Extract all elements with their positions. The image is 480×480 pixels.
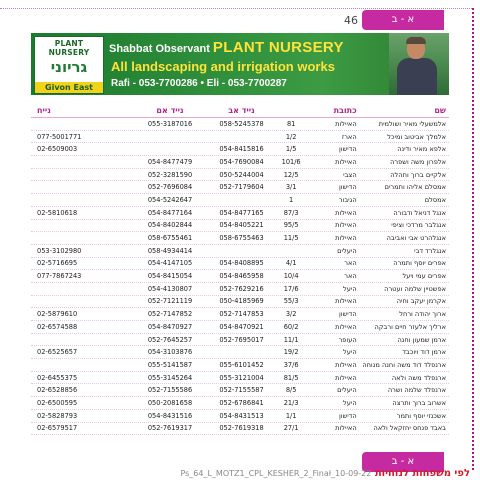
first-names: שלמה ושרה — [387, 386, 422, 395]
table-row — [31, 372, 449, 385]
cell-mobile-mother: 054-8470927 — [147, 322, 193, 331]
cell-mobile-mother: 052-7696084 — [147, 183, 193, 192]
cell-mobile-father: 054-8477165 — [219, 208, 264, 217]
cell-house-number: 3/2 — [285, 310, 297, 319]
cell-mobile-father: 052-7155587 — [219, 386, 264, 395]
cell-street: הגיבור — [338, 195, 357, 204]
cell-mobile-mother: 055-5141587 — [147, 360, 193, 369]
cell-home-phone: 053-3102980 — [37, 246, 82, 255]
family-name: אשכנזי — [427, 411, 446, 420]
directory-table — [31, 104, 449, 435]
table-row — [31, 181, 449, 194]
cell-name — [357, 133, 449, 141]
cell-mobile-father: 052-7629216 — [219, 284, 264, 293]
photo-body — [397, 58, 437, 95]
table-row — [31, 156, 449, 169]
cell-name — [357, 412, 449, 420]
cell-mobile-mother: 054-3103876 — [147, 348, 193, 357]
table-row — [31, 131, 449, 144]
first-names: אליהו ותמרים — [384, 183, 423, 192]
table-row — [31, 258, 449, 271]
header-mobile-mother: נייד אם — [156, 106, 184, 115]
family-name: ארמן — [431, 335, 446, 344]
cell-mobile-mother: 054-8431516 — [147, 411, 193, 420]
ad-contacts: Rafi - 053-7700286 • Eli - 053-7700287 — [111, 78, 287, 89]
cell-street: האר — [344, 272, 357, 281]
cell-mobile-mother: 054-4147105 — [147, 259, 193, 268]
family-name: אלמלך — [426, 132, 446, 141]
nursery-logo — [34, 36, 104, 94]
cell-home-phone: 02-6525657 — [37, 348, 78, 357]
first-names: פנחס יחזקאל ולאה — [373, 424, 429, 433]
cell-name — [357, 183, 449, 191]
family-name: אפרים — [427, 272, 446, 281]
cell-house-number: 1/2 — [285, 132, 297, 141]
cell-house-number: 11/1 — [283, 335, 299, 344]
first-names: יוסף ותמרה — [393, 259, 426, 268]
cell-house-number: 27/1 — [283, 424, 299, 433]
first-names: אביטוב ומיכל — [387, 132, 424, 141]
cell-house-number: 3/1 — [285, 183, 297, 192]
footer-code: Ps_64_L_MOTZ1_CPL_KESHER_2_Finał_10-09-22 — [180, 469, 372, 478]
ad-headline-accent: PLANT NURSERY — [212, 39, 344, 56]
cell-name — [357, 196, 449, 204]
cell-mobile-father: 055-6101452 — [219, 360, 264, 369]
cell-mobile-mother: 054-8477164 — [147, 208, 193, 217]
table-row — [31, 118, 449, 131]
table-row — [31, 423, 449, 436]
first-names: שלמה ועטרה — [384, 284, 422, 293]
cell-mobile-father: 052-6786841 — [219, 398, 264, 407]
cell-house-number: 81/5 — [283, 373, 299, 382]
table-row — [31, 232, 449, 245]
family-name: באבד — [430, 424, 446, 433]
cell-mobile-mother: 055-3145264 — [147, 373, 193, 382]
cell-house-number: 60/2 — [283, 322, 299, 331]
cell-name — [357, 336, 449, 344]
cell-name — [357, 424, 449, 432]
cell-street: האיילות — [335, 221, 357, 230]
cell-mobile-father: 058-5245378 — [219, 119, 264, 128]
cell-mobile-father: 054-8470921 — [219, 322, 264, 331]
cell-mobile-mother: 058-6755461 — [147, 234, 193, 243]
gardener-photo — [389, 33, 449, 95]
cell-home-phone: 02-6579517 — [37, 424, 78, 433]
family-name: אלקיים — [425, 170, 446, 179]
cell-street: הצבי — [343, 170, 357, 179]
cell-name — [357, 310, 449, 318]
table-row — [31, 207, 449, 220]
cell-mobile-father: 054-8408895 — [219, 259, 264, 268]
family-name: אמסלם — [424, 183, 446, 192]
footer-note — [0, 468, 470, 480]
cell-mobile-father: 054-8415816 — [219, 145, 264, 154]
page-number: 46 — [344, 14, 358, 27]
cell-name — [357, 259, 449, 267]
first-names: עמי ויעל — [402, 272, 426, 281]
cell-mobile-mother: 054-8402844 — [147, 221, 193, 230]
family-name: אקרמן — [426, 297, 446, 306]
header-name: שם — [434, 106, 446, 115]
table-row — [31, 169, 449, 182]
cell-house-number: 17/6 — [283, 284, 299, 293]
cell-mobile-mother: 054-4130807 — [147, 284, 193, 293]
section-tab-top: א - ב — [362, 10, 444, 30]
family-name: ארנפלד — [423, 360, 446, 369]
cell-mobile-father: 054-8405221 — [219, 221, 264, 230]
cell-house-number: 19/2 — [283, 348, 299, 357]
first-names: דבי — [414, 246, 424, 255]
cell-street: היעל — [342, 398, 357, 407]
logo-title: PLANT NURSERY — [48, 39, 90, 57]
table-header — [31, 104, 449, 118]
cell-name — [357, 297, 449, 305]
table-row — [31, 245, 449, 258]
cell-mobile-mother: 054-8415054 — [147, 272, 193, 281]
footer-text: לפי משפחות לנוחיות — [374, 468, 470, 479]
cell-home-phone: 077-7867243 — [37, 272, 82, 281]
cell-house-number: 101/6 — [281, 157, 301, 166]
cell-street: היעלים — [337, 386, 357, 395]
cell-name — [357, 374, 449, 382]
cell-street: הדישון — [339, 411, 357, 420]
table-row — [31, 397, 449, 410]
cell-mobile-father: 052-7619318 — [219, 424, 264, 433]
cell-mobile-father: 058-6755463 — [219, 234, 264, 243]
first-names: מרדכי וציפי — [391, 221, 423, 230]
cell-mobile-mother: 058-4934414 — [147, 246, 193, 255]
cell-mobile-mother: 050-2081658 — [147, 398, 193, 407]
cell-house-number: 55/3 — [283, 297, 299, 306]
cell-house-number: 1/1 — [285, 411, 297, 420]
cell-street: הדישון — [339, 183, 357, 192]
cell-home-phone: 02-6528856 — [37, 386, 78, 395]
cell-mobile-mother: 054-8477479 — [147, 157, 193, 166]
header-mobile-father: נייד אב — [228, 106, 255, 115]
cell-house-number: 8/5 — [285, 386, 297, 395]
cell-street: היעל — [342, 348, 357, 357]
first-names: שמעון וחנה — [397, 335, 430, 344]
cell-house-number: 21/3 — [283, 398, 299, 407]
cell-house-number: 81 — [286, 119, 296, 128]
first-names: אבי ואביבה — [386, 234, 419, 243]
cell-home-phone: 02-5879610 — [37, 310, 78, 319]
cell-name — [357, 234, 449, 242]
cell-street: הדישון — [339, 145, 357, 154]
cell-name — [357, 399, 449, 407]
family-name: אלפרון — [426, 157, 446, 166]
table-row — [31, 143, 449, 156]
cell-mobile-mother: 055-3187016 — [147, 119, 193, 128]
family-name: ארמן — [431, 348, 446, 357]
first-names: יהודה ורחל — [399, 310, 431, 319]
cell-mobile-mother: 052-7619317 — [147, 424, 193, 433]
family-name: אפשטיין — [423, 284, 446, 293]
header-address: כתובת — [333, 106, 357, 115]
table-row — [31, 220, 449, 233]
table-row — [31, 334, 449, 347]
cell-mobile-mother: 052-3281590 — [147, 170, 193, 179]
first-names: דוד ויוכבד — [402, 348, 430, 357]
cell-mobile-father: 052-7147853 — [219, 310, 264, 319]
family-name: ארוך — [432, 310, 446, 319]
cell-mobile-mother: 052-7121119 — [147, 297, 193, 306]
family-name: אנגל — [432, 208, 446, 217]
first-names: דוד משה וחנה מנוחה — [362, 360, 422, 369]
cell-house-number: 11/5 — [283, 234, 299, 243]
ad-services: All landscaping and irrigation works — [111, 59, 335, 74]
family-name: אפרים — [427, 259, 446, 268]
table-row — [31, 194, 449, 207]
table-row — [31, 296, 449, 309]
cell-street: האיילות — [335, 234, 357, 243]
logo-location: Givon East — [35, 82, 103, 93]
cell-name — [357, 247, 449, 255]
cut-line-right — [472, 8, 474, 470]
cell-house-number: 1/5 — [285, 145, 297, 154]
cell-name — [357, 120, 449, 128]
first-names: מאיר ושולמית — [378, 119, 418, 128]
cell-home-phone: 02-5810618 — [37, 208, 78, 217]
cell-name — [357, 221, 449, 229]
cell-street: האיילות — [335, 373, 357, 382]
first-names: יוסף ותמר — [396, 411, 425, 420]
cell-home-phone: 02-6574588 — [37, 322, 78, 331]
cell-mobile-father: 054-7690084 — [219, 157, 264, 166]
table-row — [31, 346, 449, 359]
cell-name — [357, 285, 449, 293]
family-name: אנגלרד — [425, 246, 446, 255]
family-name: ארנפלד — [423, 386, 446, 395]
cell-name — [357, 323, 449, 331]
first-names: משה ולאה — [391, 373, 422, 382]
cell-street: האר — [344, 259, 357, 268]
cell-street: האיילות — [335, 297, 357, 306]
cell-street: הארז — [341, 132, 357, 141]
table-row — [31, 384, 449, 397]
cell-house-number: 95/5 — [283, 221, 299, 230]
cell-mobile-father: 054-8431513 — [219, 411, 264, 420]
cell-street: האיילות — [335, 360, 357, 369]
table-row — [31, 410, 449, 423]
cell-name — [357, 348, 449, 356]
cell-home-phone: 02-6509003 — [37, 145, 78, 154]
first-names: דניאל ודבורה — [393, 208, 431, 217]
table-body — [31, 118, 449, 435]
cell-mobile-father: 052-7695017 — [219, 335, 264, 344]
first-names: ברוך ותרצה — [392, 398, 426, 407]
cell-street: הדישון — [339, 310, 357, 319]
nursery-advertisement — [31, 33, 449, 95]
first-names: מאיר ודינה — [397, 145, 428, 154]
cell-house-number: 87/3 — [283, 208, 299, 217]
cell-street: היעל — [342, 284, 357, 293]
cell-home-phone: 02-6455375 — [37, 373, 78, 382]
family-name: אנגלהרט — [420, 234, 446, 243]
cell-name — [357, 272, 449, 280]
cell-mobile-mother: 052-7645257 — [147, 335, 193, 344]
logo-hebrew-name: גריוני — [50, 58, 88, 76]
cell-street: האיילות — [335, 424, 357, 433]
cell-street: היעלים — [337, 246, 357, 255]
first-names: משה ושפרה — [390, 157, 425, 166]
cut-line-top — [0, 8, 472, 9]
cell-name — [357, 158, 449, 166]
cell-home-phone: 02-5716695 — [37, 259, 78, 268]
cell-house-number: 4/1 — [285, 259, 297, 268]
cell-street: האיילות — [335, 119, 357, 128]
ad-headline-prefix: Shabbat Observant — [109, 43, 210, 55]
cell-home-phone: 02-5828793 — [37, 411, 78, 420]
cell-mobile-mother: 052-7147852 — [147, 310, 193, 319]
table-row — [31, 308, 449, 321]
cell-house-number: 12/5 — [283, 170, 299, 179]
cell-mobile-mother: 052-7155586 — [147, 386, 193, 395]
cell-street: האיילות — [335, 208, 357, 217]
cell-home-phone: 077-5001771 — [37, 132, 82, 141]
first-names: יעקב וחיה — [396, 297, 425, 306]
cell-mobile-father: 050-5244004 — [219, 170, 264, 179]
table-row — [31, 321, 449, 334]
table-row — [31, 359, 449, 372]
cell-street: העופר — [338, 335, 357, 344]
cell-house-number: 37/6 — [283, 360, 299, 369]
cell-name — [357, 209, 449, 217]
cell-mobile-father: 050-4185969 — [219, 297, 264, 306]
photo-hair — [406, 37, 426, 44]
header-home-phone: נייח — [37, 106, 51, 115]
cell-street: האיילות — [335, 322, 357, 331]
cell-mobile-father: 054-8465958 — [219, 272, 264, 281]
family-name: אנגלבר — [424, 221, 446, 230]
cell-home-phone: 02-6500595 — [37, 398, 78, 407]
cell-name — [357, 145, 449, 153]
first-names: אלעזר חיים ורבקה — [374, 322, 427, 331]
cell-name — [357, 386, 449, 394]
table-row — [31, 270, 449, 283]
cell-house-number: 1 — [289, 195, 294, 204]
cell-mobile-father: 055-3121004 — [219, 373, 264, 382]
section-tab-bottom: א - ב — [362, 452, 444, 472]
cell-mobile-father: 052-7179604 — [219, 183, 264, 192]
cell-name — [357, 171, 449, 179]
family-name: אלמשעלי — [419, 119, 446, 128]
first-names: ברוך ותהלה — [390, 170, 424, 179]
table-row — [31, 283, 449, 296]
family-name: אלפא — [429, 145, 446, 154]
cell-name — [357, 361, 449, 369]
cell-house-number: 10/4 — [283, 272, 299, 281]
ad-headline — [109, 39, 344, 56]
cell-street: האיילות — [335, 157, 357, 166]
family-name: אמסלם — [424, 195, 446, 204]
cell-mobile-mother: 054-5242647 — [147, 195, 193, 204]
family-name: ארליך — [429, 322, 446, 331]
family-name: ארנפלד — [423, 373, 446, 382]
family-name: אשרוב — [427, 398, 446, 407]
